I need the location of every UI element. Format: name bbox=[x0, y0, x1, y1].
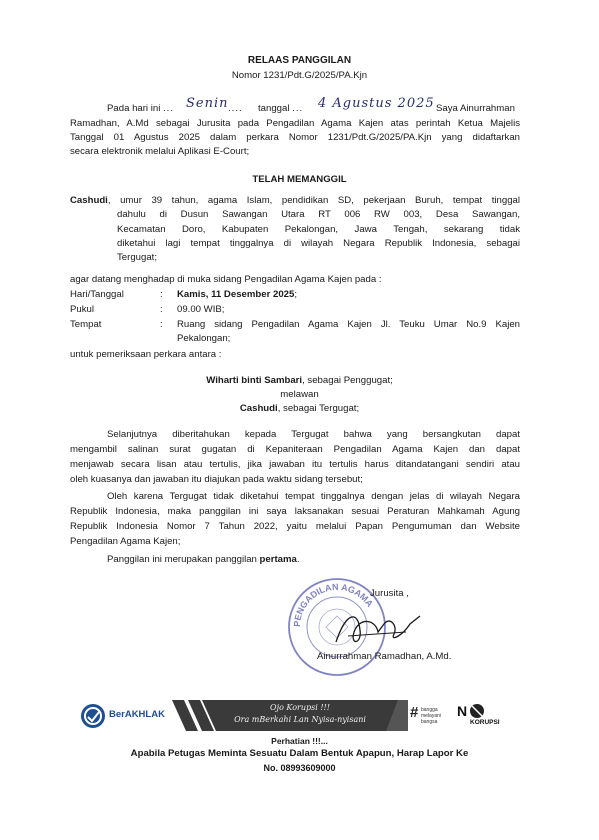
perhatian-label: Perhatian !!!... bbox=[271, 736, 328, 746]
slogan-line-1: Ojo Korupsi !!! bbox=[270, 703, 330, 712]
korupsi-label: KORUPSI bbox=[470, 719, 500, 726]
summoned-line-1: Cashudi, umur 39 tahun, agama Islam, pendidikan SD, pekerjaan Buruh, tempat tinggal bbox=[70, 195, 520, 206]
p3-line: Panggilan ini merupakan panggilan pertama. bbox=[107, 554, 300, 565]
defendant-line: Cashudi, sebagai Tergugat; bbox=[239, 403, 360, 414]
hearing-colon-2: : bbox=[160, 304, 163, 315]
hearing-intro: agar datang menghadap di muka sidang Pengadilan Agama Kajen pada : bbox=[70, 274, 382, 285]
berakhlak-logo-icon bbox=[80, 703, 106, 729]
handwritten-signature bbox=[328, 602, 428, 652]
hearing-label-place: Tempat bbox=[70, 319, 102, 330]
intro-line-2: Ramadhan, A.Md sebagai Jurusita pada Pengadilan Agama Kajen atas perintah Ketua Majelis bbox=[70, 118, 520, 129]
hearing-colon-1: : bbox=[160, 289, 163, 300]
summoned-heading: TELAH MEMANGGIL bbox=[252, 174, 347, 185]
footer-banner bbox=[80, 700, 520, 731]
versus-line: melawan bbox=[280, 389, 319, 400]
p2-line-4: Pengadilan Agama Kajen; bbox=[70, 536, 181, 547]
document-number: Nomor 1231/Pdt.G/2025/PA.Kjn bbox=[231, 70, 368, 81]
p1-line-3: menjawab secara lisan atau tertulis, jika jawaban itu tertulis harus ditandatangani sendiri atau bbox=[70, 459, 520, 470]
intro-line-4: secara elektronik melalui Aplikasi E-Court; bbox=[70, 146, 250, 157]
intro-line-3: Tanggal 01 Agustus 2025 dalam perkara Nomor 1231/Pdt.G/2025/PA.Kjn yang didaftarkan bbox=[70, 132, 520, 143]
hearing-label-date: Hari/Tanggal bbox=[70, 289, 124, 300]
exam-line: untuk pemeriksaan perkara antara : bbox=[70, 349, 222, 360]
intro-tanggal-label: tanggal ... bbox=[258, 103, 304, 114]
hearing-value-date: Kamis, 11 Desember 2025; bbox=[177, 289, 298, 300]
summoned-line-4: diketahui lagi tempat tinggalnya di wilayah Negara Republik Indonesia, sebagai bbox=[117, 238, 520, 249]
p1-line-2: mengambil salinan surat gugatan di Kepaniteraan Pengadilan Agama Kajen dan dapat bbox=[70, 444, 520, 455]
p1-line-4: oleh kuasanya dan jawaban itu diajukan pada waktu sidang tersebut; bbox=[70, 474, 363, 485]
handwritten-date: 4 Agustus 2025 bbox=[318, 96, 435, 111]
hand-stop-icon bbox=[468, 702, 486, 720]
summoned-line-2: dahulu di Dusun Sawangan Utara RT 006 RW 003, Desa Sawangan, bbox=[117, 209, 520, 220]
hearing-value-time: 09.00 WIB; bbox=[177, 304, 225, 315]
document-title: RELAAS PANGGILAN bbox=[247, 55, 352, 66]
p2-line-3: Republik Indonesia Nomor 7 Tahun 2022, yaitu melalui Papan Pengumuman dan Website bbox=[70, 521, 520, 532]
bangga-label: bangga melayani bangsa bbox=[421, 707, 442, 725]
signature-role: Jurusita , bbox=[370, 588, 409, 599]
slogan-line-2: Ora mBerkahi Lan Nyisa-nyisani bbox=[234, 715, 366, 724]
intro-line1-end: Saya Ainurrahman bbox=[436, 103, 515, 114]
summoned-line-5: Tergugat; bbox=[117, 252, 157, 263]
berakhlak-label: BerAKHLAK bbox=[109, 709, 165, 720]
hearing-place-line-2: Pekalongan; bbox=[177, 333, 231, 344]
intro-pada-hari: Pada hari ini ... bbox=[107, 103, 175, 114]
p2-line-1: Oleh karena Tergugat tidak diketahui tempat tinggalnya dengan jelas di wilayah Negara bbox=[107, 491, 520, 502]
hearing-value-place: Ruang sidang Pengadilan Agama Kajen Jl. Teuku Umar No.9 Kajen bbox=[177, 319, 520, 330]
signature-name: Ainurrahman Ramadhan, A.Md. bbox=[317, 651, 452, 662]
p2-line-2: Republik Indonesia, maka panggilan ini saya laksanakan sesuai Peraturan Mahkamah Agung bbox=[70, 506, 520, 517]
hashtag-icon: # bbox=[410, 704, 419, 721]
notice-line: Apabila Petugas Meminta Sesuatu Dalam Bentuk Apapun, Harap Lapor Ke bbox=[130, 748, 469, 759]
handwritten-day: Senin bbox=[186, 96, 229, 111]
plaintiff-line: Wiharti binti Sambari, sebagai Penggugat; bbox=[206, 375, 393, 386]
p1-line-1: Selanjutnya diberitahukan kepada Tergugat bahwa yang bersangkutan dapat bbox=[107, 429, 520, 440]
intro-dots-1: .... bbox=[228, 103, 243, 114]
hearing-label-time: Pukul bbox=[70, 304, 94, 315]
phone-line: No. 08993609000 bbox=[263, 763, 336, 773]
no-korupsi-icon: N bbox=[457, 703, 468, 719]
hearing-colon-3: : bbox=[160, 319, 163, 330]
stamp-text: PENGADILAN AGAMA bbox=[291, 581, 376, 628]
summoned-line-3: Kecamatan Doro, Kabupaten Pekalongan, Jawa Tengah, sekarang tidak bbox=[117, 224, 520, 235]
